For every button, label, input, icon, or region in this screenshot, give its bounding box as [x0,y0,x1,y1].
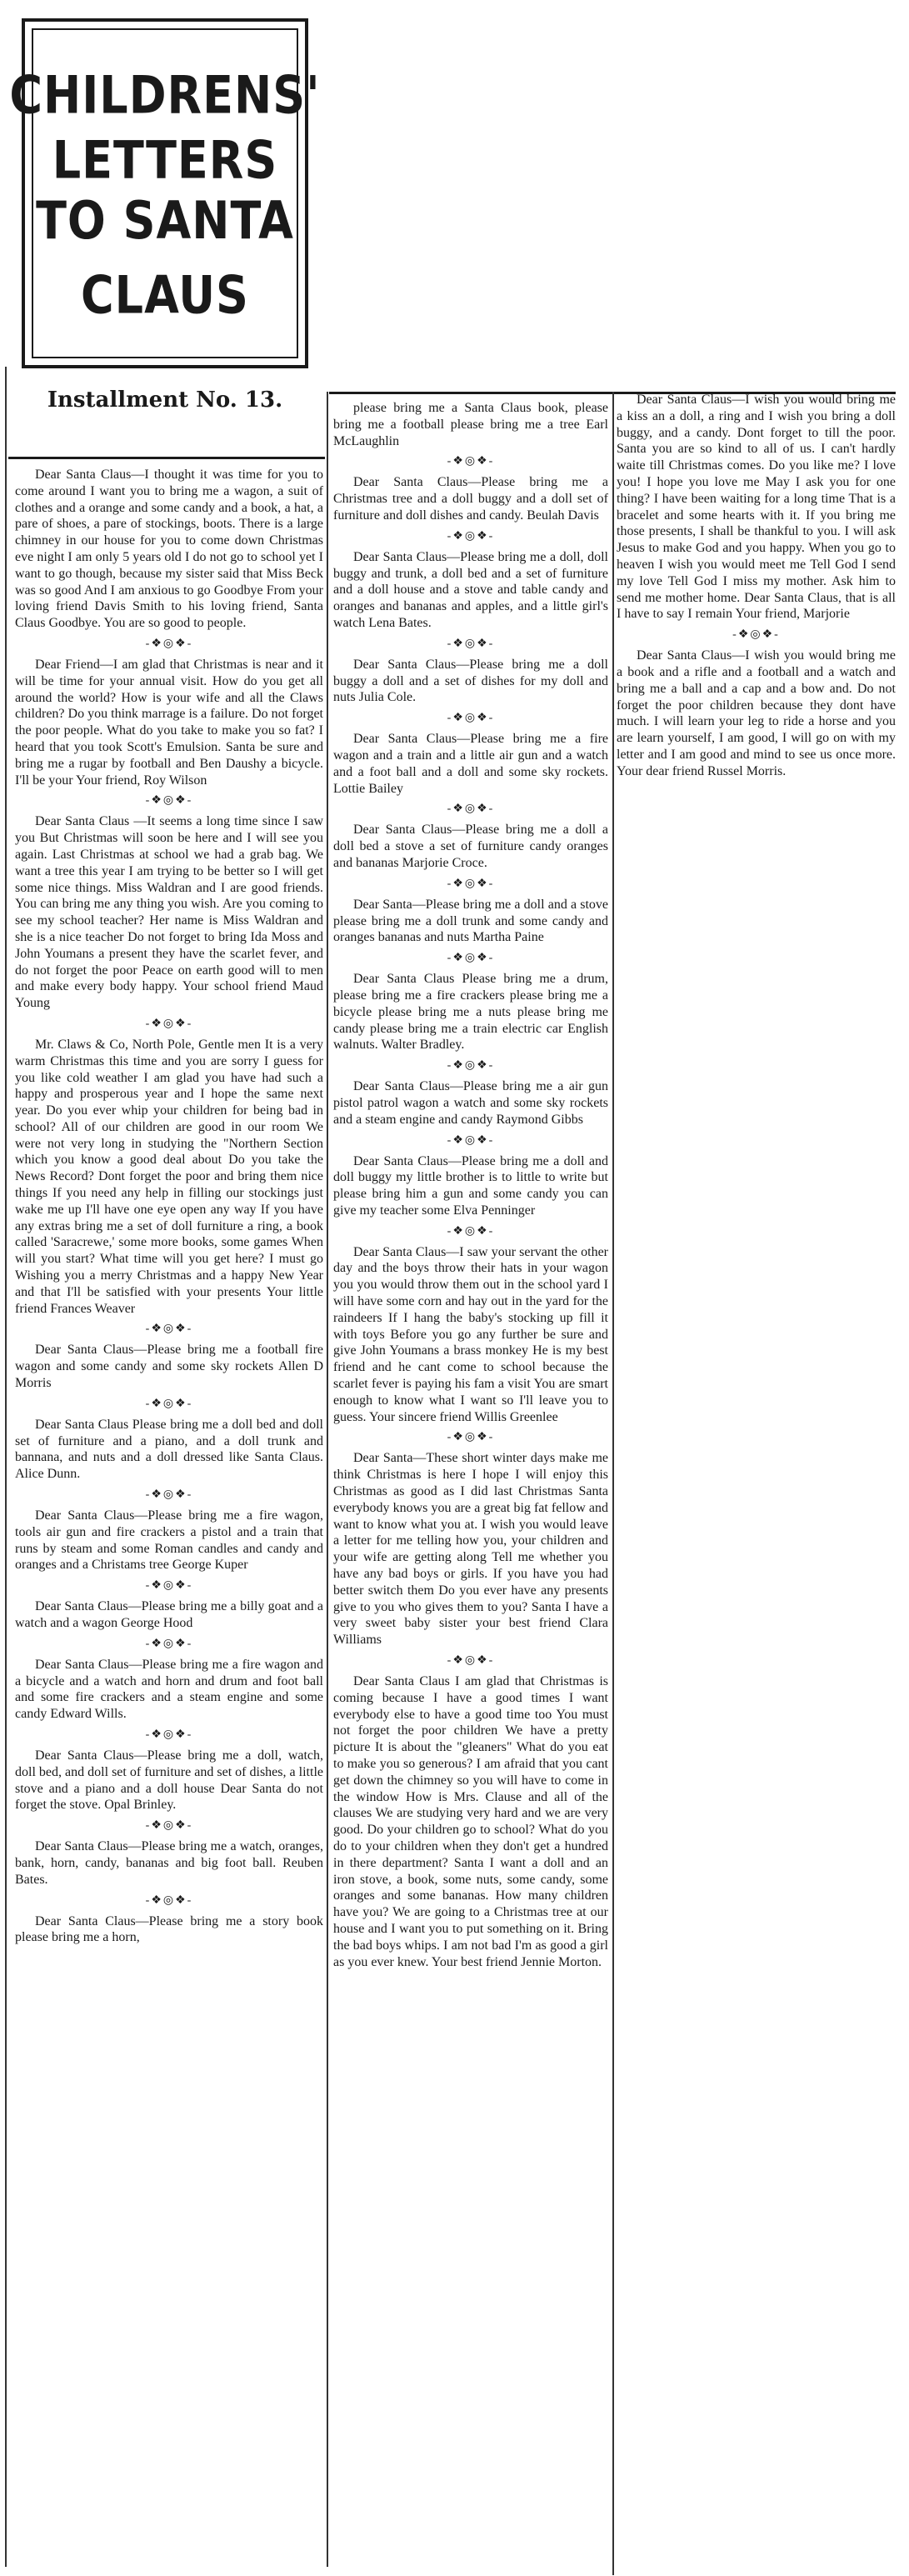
letter-separator: -❖◎❖- [447,1431,495,1444]
column-rule [612,392,614,2575]
column-rule [327,392,328,2567]
letter: Dear Santa Claus—Please bring me a doll buggy a doll and a set of dishes for my doll and nuts Julia Cole. [333,657,608,705]
letter-separator: -❖◎❖- [447,712,495,725]
letter: Dear Santa Claus—Please bring me a doll a doll bed a stove a set of furniture candy oranges and bananas Marjorie Croce. [333,823,608,870]
letter: Mr. Claws & Co, North Pole, Gentle men It is a very warm Christmas this time and you are sorry I guess for you like cold weather I am glad you have had such a happy and prosperous year and I hope the same next year. Do you ever whip your children for being bad in school? All of our children are good in our room We were not very long in studying the "Northern Section which you know a good deal about Do you take the News Record? Dont forget the poor and bring them nice things If you need any help in filling our stockings just wake me up I'll have one eye open any way If you have any extras bring me a set of doll furniture a ring, a book called 'Saracrewe,' some more books, some games When will you start? What time will you get here? I must go Wishing you a merry Christmas and a happy New Year and that I'll be satisfied with your presents Your little friend Frances Weaver [15,1037,323,1316]
column-2 [333,400,608,1973]
title-line-3: TO SANTA CLAUS [36,190,294,326]
letter: Dear Santa Claus I am glad that Christmas is coming because I have a good times I want everybody else to have a good time too You must not forget the poor children We have a pretty picture It is about the "gleaners" What do you eat to make you so generous? I am afraid that you cant get down the chimney so you will have to come in the window How is Mrs. Clause and all of the clauses We are studying very hard and we are very good. Do your children go to school? What do you do to your children when they don't get a hundred in there department? Santa I want a doll and an iron stove, a book, some nuts, some candy, some oranges and some bananas. How many children have you? We are going to a Christmas tree at our house and I want you to put something on it. Bring the bad boys whips. I am not bad I'm as good a girl as you ever knew. Your best friend Jennie Morton. [333,1674,608,1969]
letter: please bring me a Santa Claus book, please bring me a football please bring me a tree Earl McLaughlin [333,401,608,448]
letter-separator: -❖◎❖- [145,794,193,808]
letter: Dear Santa Claus—Please bring me a fire wagon and a bicycle and a watch and horn and drum and foot ball and some fire crackers and a steam engine and some candy Edward Wills. [15,1657,323,1722]
column-1 [15,467,323,1949]
letter: Dear Santa Claus—Please bring me a football fire wagon and some candy and some sky rockets Allen D Morris [15,1343,323,1391]
letter: Dear Santa Claus—Please bring me a fire wagon and a train and a little air gun and a watch and a foot ball and a doll and some sky rockets. Lottie Bailey [333,732,608,796]
letter-separator: -❖◎❖- [145,1579,193,1593]
letter-separator: -❖◎❖- [447,1224,495,1238]
divider [8,457,325,459]
letter-separator: -❖◎❖- [447,952,495,965]
letter: Dear Santa Claus—Please bring me a story book please bring me a horn, [15,1913,323,1945]
letter-separator: -❖◎❖- [447,455,495,468]
letter: Dear Santa—These short winter days make me think Christmas is here I hope I will enjoy this Christmas as good as I did last Christmas Santa everybody knows you are a great big fat fellow and want to know what you at. I wish you would leave a letter for me telling how you, your children and your wife are getting along Tell me whether you have any bad boys or girls. If you have you had better switch them Do you ever have any presents give to you who gives them to you? Santa I have a very sweet baby sister your best friend Clara Williams [333,1451,608,1648]
letter: Dear Santa Claus Please bring me a drum, please bring me a fire crackers please bring me a bicycle please bring me a nuts please bring me candy please bring me a train electric car English walnuts. Walter Bradley. [333,972,608,1053]
letter: Dear Santa Claus—Please bring me a doll and doll buggy my little brother is to little to write but please bring him a gun and some candy you can give my teacher some Elva Penninger [333,1153,608,1218]
letter: Dear Santa Claus—Please bring me a doll, watch, doll bed, and doll set of furniture and set of dishes, a little stove and a piano and a doll house Dear Santa do not forget the stove. Opal Brinley. [15,1748,323,1813]
letter-separator: -❖◎❖- [145,1637,193,1650]
title-line-1: CHILDRENS' [9,65,321,126]
letter: Dear Santa Claus—Please bring me a doll, doll buggy and trunk, a doll bed and a set of furniture and a doll house and a stove and table candy and oranges and bananas and apples, and a little girl's watch Lena Bates. [333,549,608,630]
letter: Dear Santa Claus—I saw your servant the other day and the boys throw their hats in your wagon you you would throw them out in the school yard I will have some corn and hay out in the yard for the raindeers If I hang the baby's stocking up fill it with toys Before you go any further be sure and give John Youmans a brass monkey He is my best friend and he cant come to school because the scarlet fever is paying his fam a visit You are smart enough to know what I want so I'll leave you to guess. Your sincere friend Willis Greenlee [333,1244,608,1424]
letter-separator: -❖◎❖- [732,628,780,642]
letter-separator: -❖◎❖- [447,1133,495,1147]
letter: Dear Santa Claus—I wish you would bring me a kiss an a doll, a ring and I wish you bring a doll buggy, and a candy. Dont forget to till the poor. Santa you are so kind to all of us. I can't hardly waite till Christmas comes. Do you like me? I love you! I hope you love me May I ask you for one thing? I have been waiting for a long time That is a bracelet and some hearts with it. If you bring me those presents, I shall be thankful to you. I will ask Jesus to make God and you happy. When you go to heaven I wish you would meet me Tell God I send my love Tell God I miss my mother. Ask him to send me mother home. Dear Santa Claus, that is all I have to say I remain Your friend, Marjorie [617,393,896,622]
letter-separator: -❖◎❖- [447,529,495,543]
letter-separator: -❖◎❖- [447,637,495,650]
letter-separator: -❖◎❖- [145,1017,193,1030]
letter: Dear Friend—I am glad that Christmas is near and it will be time for your annual visit. How do you get all around the world? How is your wife and all the Claws children? Do you think marrage is a failure. Do not forget the poor people. What do you take to make you so fat? I heard that you took Scott's Emulsion. Santa be sure and bring me a rugar by football and Ben Daushy a bicycle. I'll be your Your friend, Roy Wilson [15,657,323,788]
letter-separator: -❖◎❖- [145,1819,193,1833]
title-line-2: LETTERS [52,130,278,191]
letter: Dear Santa Claus—I thought it was time for you to come around I want you to bring me a wagon, a suit of clothes and a orange and some candy and a book, a hat, a pare of shoes, a pare of stockings, boots. There is a large chimney in our house for you to come down Christmas eve night I am only 5 years old I do not go to school yet I want to go though, because my sister said that Miss Beck was so good And I am anxious to go Goodbye From your loving friend Davis Smith to his loving friend, Santa Claus Goodbye. You are so good to people. [15,468,323,631]
letter-separator: -❖◎❖- [447,877,495,890]
letter-separator: -❖◎❖- [145,1488,193,1502]
letter: Dear Santa Claus—Please bring me a billy goat and a watch and a wagon George Hood [15,1599,323,1631]
letter: Dear Santa Claus—I wish you would bring me a book and a rifle and a football and a watch and bring me a ball and a cap and a bow and. Do not forget the poor children because they dont have much. I will learn your leg to ride a horse and you are learn yourself, I am good, I will go on with my letter and I am good and mind to see us once more. Your dear friend Russel Morris. [617,648,896,778]
letter-separator: -❖◎❖- [145,1397,193,1410]
letter: Dear Santa Claus—Please bring me a watch, oranges, bank, horn, candy, bananas and big foot ball. Reuben Bates. [15,1839,323,1887]
letter-separator: -❖◎❖- [447,1059,495,1073]
title-box [9,18,321,368]
letter-separator: -❖◎❖- [145,1323,193,1336]
installment-label: Installment No. 13. [47,388,283,413]
letter: Dear Santa—Please bring me a doll and a stove please bring me a doll trunk and some candy and oranges bananas and nuts Martha Paine [333,897,608,945]
column-3 [617,392,896,783]
column-rule [5,367,7,2567]
letter-separator: -❖◎❖- [145,1728,193,1741]
letter: Dear Santa Claus—Please bring me a fire wagon, tools air gun and fire crackers a pistol and a train that runs by steam and some Roman candles and candy and oranges and a Christams tree George Kuper [15,1508,323,1573]
letter-separator: -❖◎❖- [447,1654,495,1668]
letter: Dear Santa Claus —It seems a long time since I saw you But Christmas will soon be here and I will see you again. Last Christmas at school we had a grab bag. We want a tree this year I am trying to be better so I will get some nice things. Miss Waldran and I are good friends. You can bring me any thing you wish. Are you coming to see my school teacher? Her name is Miss Waldran and she is a nice teacher Do not forget to bring Ida Moss and John Youmans a present they have the scarlet fever, and do not forget the poor Peace on earth good will to men and make every body happy. Your school friend Maud Young [15,814,323,1011]
letter-separator: -❖◎❖- [145,637,193,650]
letter-separator: -❖◎❖- [145,1893,193,1907]
letter: Dear Santa Claus—Please bring me a Christmas tree and a doll buggy and a doll set of furniture and doll dishes and candy. Beulah Davis [333,475,608,523]
letter: Dear Santa Claus Please bring me a doll bed and doll set of furniture and a piano, and a doll trunk and bannana, and nuts and a doll dressed like Santa Claus. Alice Dunn. [15,1417,323,1482]
letter-separator: -❖◎❖- [447,803,495,816]
letter: Dear Santa Claus—Please bring me a air gun pistol patrol wagon a watch and some sky rockets and a steam engine and candy Raymond Gibbs [333,1079,608,1127]
